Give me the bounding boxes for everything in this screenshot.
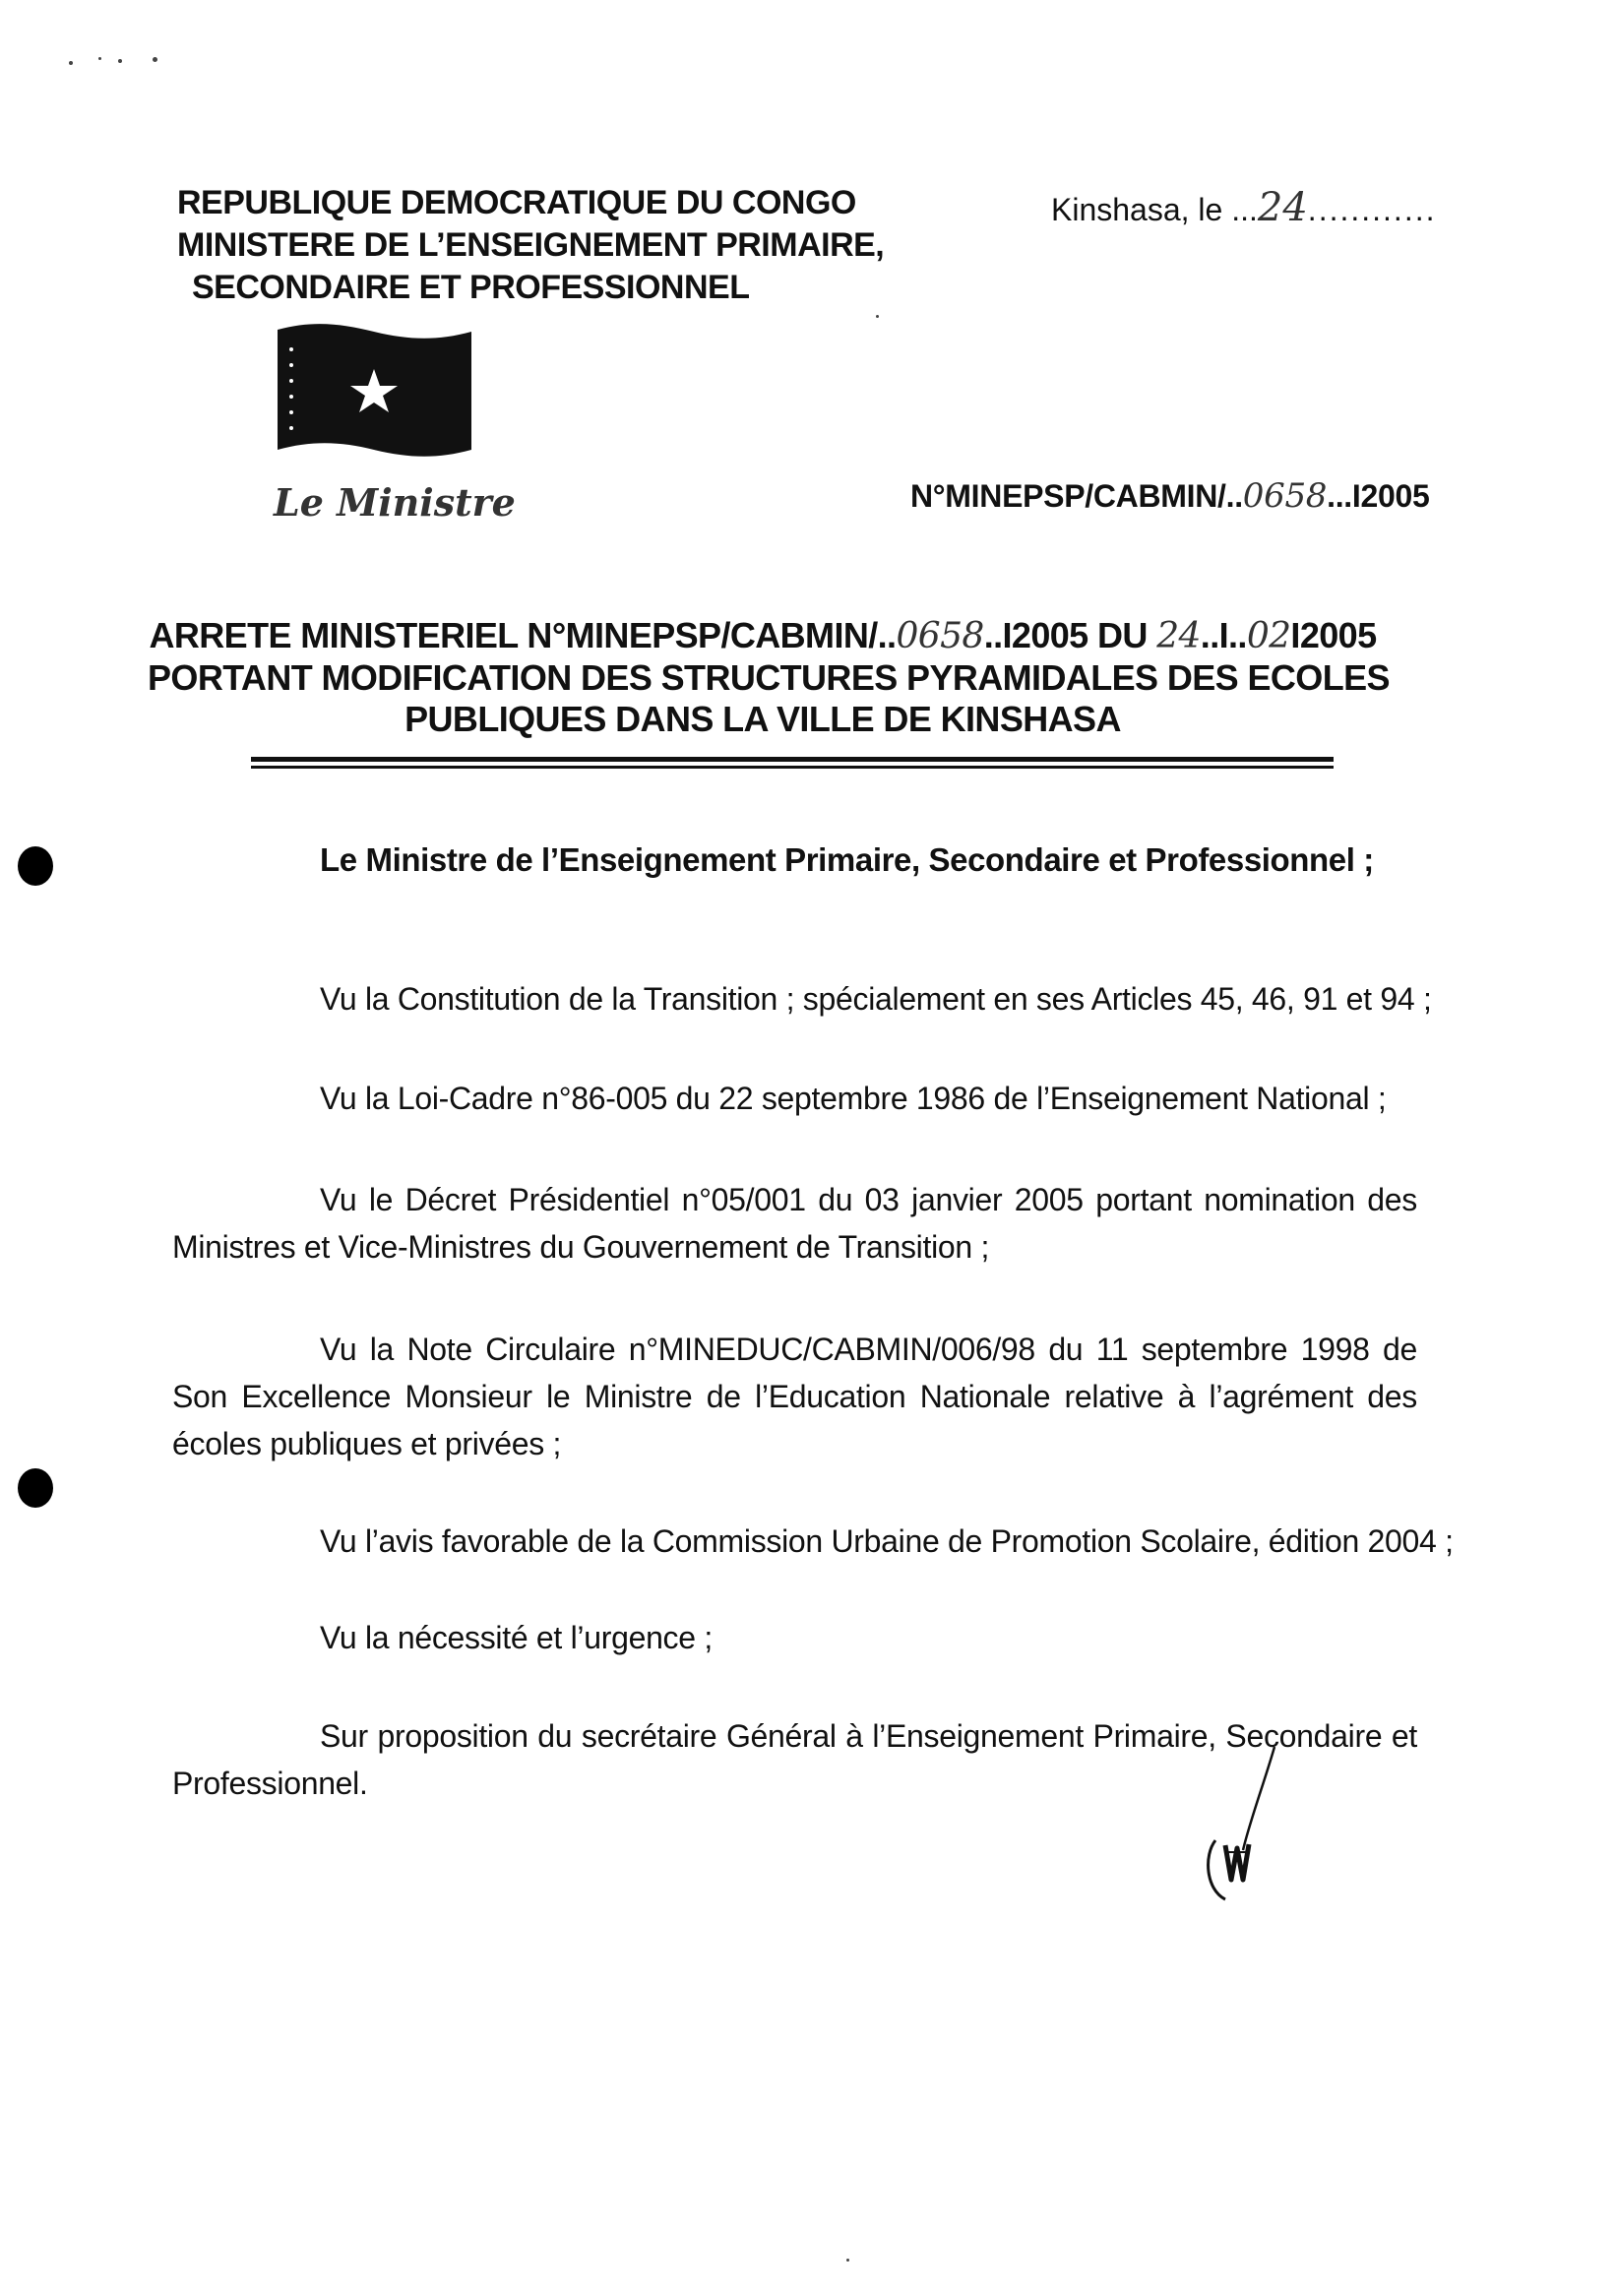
- ministry-line-2: SECONDAIRE ET PROFESSIONNEL: [192, 269, 750, 306]
- scan-speck: [846, 2259, 849, 2262]
- reference-number: [910, 476, 1429, 516]
- title-line-2: PORTANT MODIFICATION DES STRUCTURES PYRAMIDALES DES ECOLES: [148, 657, 1390, 698]
- date-dots: ............: [1307, 192, 1437, 227]
- title-rule-thin: [251, 766, 1334, 769]
- scan-speck: [98, 57, 101, 60]
- scan-speck: [69, 61, 73, 65]
- handwritten-date: 24: [1257, 185, 1308, 230]
- vu-note-circulaire-text: Vu la Note Circulaire n°MINEDUC/CABMIN/006/98 du 11 septembre 1998 de Son Excellence Monsieur le Ministre de l’Education Nationale relative à l’agrément des écoles publiques et privées ;: [172, 1332, 1417, 1461]
- sur-proposition-text: Sur proposition du secrétaire Général à l’Enseignement Primaire, Secondaire et Professionnel.: [172, 1718, 1417, 1801]
- title-line-1: [148, 615, 1378, 657]
- signature-icon: [1196, 1742, 1284, 1909]
- place-label: Kinshasa, le ...: [1051, 192, 1258, 227]
- scan-speck: [876, 315, 879, 318]
- ministry-line-1: MINISTERE DE L’ENSEIGNEMENT PRIMAIRE,: [177, 226, 885, 264]
- decree-title: [148, 615, 1390, 740]
- title-handwritten-month: 02: [1246, 616, 1291, 656]
- punch-hole: [18, 846, 53, 886]
- title-end: I2005: [1290, 615, 1377, 655]
- vu-decret: [172, 1176, 1417, 1271]
- vu-decret-text: Vu le Décret Présidentiel n°05/001 du 03 janvier 2005 portant nomination des Ministres et Vice-Ministres du Gouvernement de Transition ;: [172, 1182, 1417, 1265]
- minister-heading: Le Ministre de l’Enseignement Primaire, Secondaire et Professionnel ;: [320, 841, 1374, 878]
- title-handwritten-number: 0658: [896, 616, 984, 656]
- vu-loi-cadre: Vu la Loi-Cadre n°86-005 du 22 septembre 1986 de l’Enseignement National ;: [320, 1081, 1387, 1116]
- title-rule-thick: [251, 757, 1334, 762]
- title-prefix: ARRETE MINISTERIEL N°MINEPSP/CABMIN/..: [149, 615, 897, 655]
- reference-handwritten-number: 0658: [1242, 476, 1328, 516]
- flag-star-icon: [274, 320, 475, 463]
- place-date: [1051, 185, 1436, 230]
- vu-note-circulaire: [172, 1326, 1417, 1467]
- punch-hole: [18, 1468, 53, 1508]
- vu-necessite: Vu la nécessité et l’urgence ;: [320, 1620, 713, 1655]
- vu-avis: Vu l’avis favorable de la Commission Urbaine de Promotion Scolaire, édition 2004 ;: [320, 1523, 1454, 1559]
- country-name: REPUBLIQUE DEMOCRATIQUE DU CONGO: [177, 184, 856, 221]
- title-mid: ..I2005 DU: [983, 615, 1157, 655]
- vu-constitution: Vu la Constitution de la Transition ; spécialement en ses Articles 45, 46, 91 et 94 ;: [320, 981, 1432, 1017]
- reference-suffix: ...I2005: [1327, 478, 1430, 514]
- scan-speck: [118, 59, 122, 63]
- title-sep: ..I..: [1200, 615, 1247, 655]
- title-handwritten-day: 24: [1156, 616, 1201, 656]
- reference-prefix: N°MINEPSP/CABMIN/..: [910, 478, 1243, 514]
- scan-speck: [153, 57, 157, 62]
- title-line-3: PUBLIQUES DANS LA VILLE DE KINSHASA: [404, 699, 1121, 739]
- emblem-caption: Le Ministre: [274, 480, 516, 525]
